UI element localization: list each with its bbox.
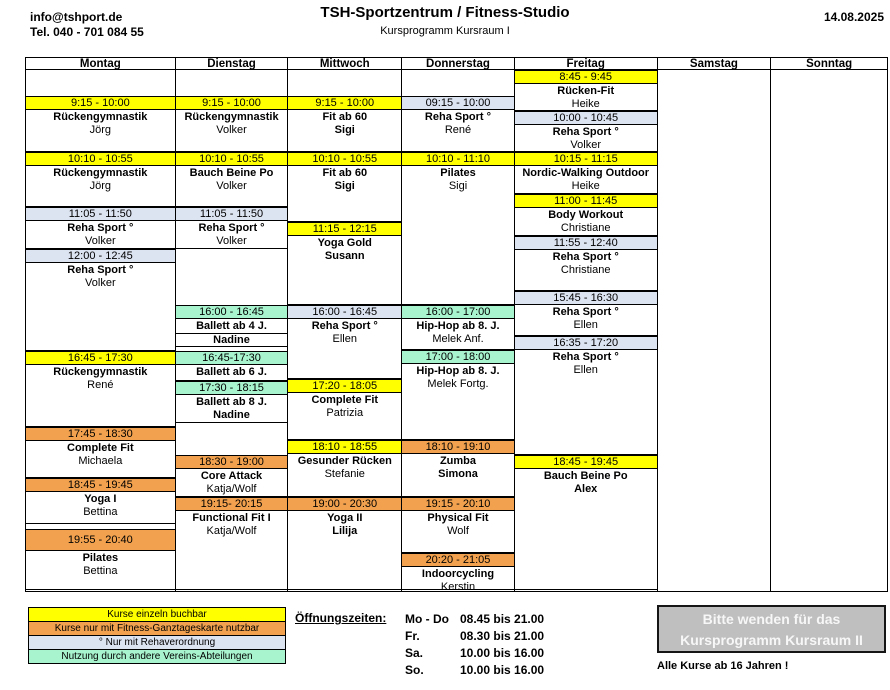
event-instructor: Stefanie bbox=[324, 468, 365, 480]
event-title: Reha Sport ° bbox=[67, 264, 134, 276]
contact-email: info@tshport.de bbox=[30, 10, 123, 24]
event-title: Yoga I bbox=[84, 493, 117, 505]
event-cell bbox=[401, 305, 515, 350]
event-cell bbox=[25, 478, 176, 524]
event-time: 10:10 - 10:55 bbox=[288, 153, 401, 166]
event-time: 18:45 - 19:45 bbox=[26, 479, 175, 492]
event-title: Ballett ab 4 J. bbox=[176, 320, 288, 334]
event-title: Physical Fit bbox=[427, 512, 489, 524]
event-cell bbox=[175, 455, 289, 497]
event-time: 17:20 - 18:05 bbox=[288, 380, 401, 393]
event-title: Reha Sport ° bbox=[67, 222, 134, 234]
event-instructor: Wolf bbox=[447, 525, 469, 537]
event-instructor: Volker bbox=[216, 235, 247, 247]
age-note: Alle Kurse ab 16 Jahren ! bbox=[657, 660, 789, 672]
event-cell bbox=[25, 207, 176, 249]
event-time: 11:05 - 11:50 bbox=[176, 208, 288, 221]
event-instructor: Volker bbox=[570, 139, 601, 151]
event-instructor: Katja/Wolf bbox=[206, 483, 257, 495]
day-body bbox=[771, 70, 887, 590]
event-title: Reha Sport ° bbox=[311, 320, 378, 332]
event-time: 19:15- 20:15 bbox=[176, 498, 288, 511]
legend-item: ° Nur mit Rehaverordnung bbox=[28, 635, 286, 650]
event-title: Hip-Hop ab 8. J. bbox=[416, 320, 500, 332]
event-cell bbox=[401, 96, 515, 152]
event-cell bbox=[25, 249, 176, 351]
contact-phone: Tel. 040 - 701 084 55 bbox=[30, 25, 144, 39]
event-cell bbox=[287, 222, 402, 305]
event-cell bbox=[287, 152, 402, 222]
event-time: 11:00 - 11:45 bbox=[515, 195, 657, 208]
event-time: 10:00 - 10:45 bbox=[515, 112, 657, 125]
color-legend bbox=[28, 608, 286, 664]
event-instructor: Bettina bbox=[83, 565, 118, 577]
event-title: Pilates bbox=[440, 167, 476, 179]
weekly-schedule-grid bbox=[25, 57, 888, 592]
day-column-dienstag bbox=[176, 58, 289, 591]
opening-hours-time: 10.00 bis 16.00 bbox=[460, 646, 545, 660]
event-time: 11:15 - 12:15 bbox=[288, 223, 401, 236]
legend-item: Nutzung durch andere Vereins-Abteilungen bbox=[28, 649, 286, 664]
day-body bbox=[288, 70, 401, 590]
legend-item: Kurse nur mit Fitness-Ganztageskarte nutzbar bbox=[28, 621, 286, 636]
page-title: TSH-Sportzentrum / Fitness-Studio bbox=[320, 4, 570, 21]
event-cell bbox=[287, 96, 402, 152]
event-title: Fit ab 60 bbox=[322, 167, 368, 179]
day-body bbox=[658, 70, 771, 590]
event-cell bbox=[175, 152, 289, 207]
event-cell bbox=[25, 427, 176, 478]
opening-hours-row bbox=[405, 662, 544, 679]
opening-hours-day: Fr. bbox=[405, 629, 420, 643]
event-time: 12:00 - 12:45 bbox=[26, 250, 175, 263]
event-time: 18:45 - 19:45 bbox=[515, 456, 657, 469]
event-title: Bauch Beine Po bbox=[543, 470, 628, 482]
event-instructor: Simona bbox=[438, 468, 478, 480]
event-title: Nordic-Walking Outdoor bbox=[522, 167, 650, 179]
event-title: Pilates bbox=[82, 552, 119, 564]
day-column-mittwoch bbox=[288, 58, 402, 591]
event-title: Indoorcycling bbox=[421, 568, 495, 580]
event-title: Reha Sport ° bbox=[552, 306, 619, 318]
event-title: Reha Sport ° bbox=[198, 222, 265, 234]
event-title: Rücken-Fit bbox=[557, 85, 615, 97]
event-cell bbox=[25, 152, 176, 207]
event-title: Reha Sport ° bbox=[552, 251, 619, 263]
day-column-freitag bbox=[515, 58, 658, 591]
event-title: Complete Fit bbox=[311, 394, 379, 406]
event-title: Yoga Gold bbox=[317, 237, 372, 249]
day-header: Mittwoch bbox=[288, 58, 401, 70]
event-title: Ballett ab 8 J. bbox=[196, 396, 267, 408]
event-title: Rückengymnastik bbox=[53, 111, 148, 123]
opening-hours-time: 08.30 bis 21.00 bbox=[460, 629, 545, 643]
event-cell bbox=[175, 381, 289, 423]
event-time: 11:55 - 12:40 bbox=[515, 237, 657, 250]
event-instructor: Volker bbox=[85, 277, 116, 289]
event-cell bbox=[514, 194, 658, 236]
event-time: 17:45 - 18:30 bbox=[26, 428, 175, 441]
legend-item: Kurse einzeln buchbar bbox=[28, 607, 286, 622]
event-time: 9:15 - 10:00 bbox=[176, 97, 288, 110]
page-subtitle: Kursprogramm Kursraum I bbox=[380, 25, 510, 37]
event-time: 8:45 - 9:45 bbox=[515, 71, 657, 84]
event-cell bbox=[175, 351, 289, 381]
event-instructor: Jörg bbox=[89, 180, 112, 192]
event-cell bbox=[514, 236, 658, 291]
opening-hours-row bbox=[405, 628, 544, 645]
day-header: Montag bbox=[26, 58, 175, 70]
opening-hours-row bbox=[405, 645, 544, 662]
event-title: Yoga II bbox=[327, 512, 363, 524]
event-instructor: Volker bbox=[216, 180, 247, 192]
event-title: Rückengymnastik bbox=[53, 167, 148, 179]
opening-hours-time: 10.00 bis 16.00 bbox=[460, 663, 545, 677]
opening-hours-day: Sa. bbox=[405, 646, 424, 660]
event-cell bbox=[25, 96, 176, 152]
day-body bbox=[402, 70, 514, 590]
event-instructor: Nadine bbox=[213, 334, 250, 346]
event-cell bbox=[514, 455, 658, 590]
event-time: 18:10 - 19:10 bbox=[402, 441, 514, 454]
event-time: 10:15 - 11:15 bbox=[515, 153, 657, 166]
event-title: Complete Fit bbox=[67, 442, 134, 454]
event-title: Reha Sport ° bbox=[424, 111, 492, 123]
event-instructor: Ellen bbox=[332, 333, 357, 345]
event-cell bbox=[175, 207, 289, 249]
event-title: Reha Sport ° bbox=[552, 351, 619, 363]
day-column-sonntag bbox=[771, 58, 887, 591]
event-time: 18:30 - 19:00 bbox=[176, 456, 288, 469]
event-instructor: René bbox=[444, 124, 472, 136]
turn-over-note bbox=[657, 605, 886, 653]
event-cell bbox=[401, 350, 515, 440]
event-title: Rückengymnastik bbox=[53, 366, 148, 378]
event-cell bbox=[514, 336, 658, 455]
event-cell bbox=[401, 497, 515, 553]
event-instructor: Katja/Wolf bbox=[206, 525, 257, 537]
turn-over-line1: Bitte wenden für das bbox=[702, 611, 841, 627]
event-time: 9:15 - 10:00 bbox=[26, 97, 175, 110]
event-cell bbox=[514, 70, 658, 111]
day-header: Samstag bbox=[658, 58, 771, 70]
day-header: Dienstag bbox=[176, 58, 288, 70]
event-instructor: Volker bbox=[216, 124, 247, 136]
event-time: 19:15 - 20:10 bbox=[402, 498, 514, 511]
event-instructor: Christiane bbox=[560, 264, 611, 276]
document-date: 14.08.2025 bbox=[823, 10, 884, 24]
opening-hours-time: 08.45 bis 21.00 bbox=[460, 612, 545, 626]
event-instructor: Patrizia bbox=[326, 407, 364, 419]
event-instructor: Sigi bbox=[334, 124, 355, 136]
event-instructor: Alex bbox=[574, 483, 598, 495]
event-time: 18:10 - 18:55 bbox=[288, 441, 401, 454]
event-instructor: Volker bbox=[85, 235, 116, 247]
event-cell bbox=[287, 305, 402, 379]
event-instructor: Sigi bbox=[334, 180, 355, 192]
event-cell bbox=[175, 497, 289, 590]
event-time: 11:05 - 11:50 bbox=[26, 208, 175, 221]
event-instructor: Heike bbox=[571, 180, 600, 192]
event-cell bbox=[287, 497, 402, 590]
event-cell bbox=[401, 152, 515, 305]
event-title: Core Attack bbox=[200, 470, 263, 482]
event-title: Gesunder Rücken bbox=[297, 455, 392, 467]
event-time: 20:20 - 21:05 bbox=[402, 554, 514, 567]
opening-hours-list bbox=[405, 611, 544, 679]
day-column-samstag bbox=[658, 58, 772, 591]
event-instructor: Sigi bbox=[448, 180, 468, 192]
day-header: Sonntag bbox=[771, 58, 887, 70]
event-time: 10:10 - 11:10 bbox=[402, 153, 514, 166]
day-body bbox=[26, 70, 175, 590]
event-instructor: Melek Fortg. bbox=[427, 378, 489, 390]
event-title: Hip-Hop ab 8. J. bbox=[416, 365, 500, 377]
turn-over-line2: Kursprogramm Kursraum II bbox=[680, 632, 863, 648]
event-cell bbox=[25, 351, 176, 427]
event-time: 16:00 - 16:45 bbox=[288, 306, 401, 319]
opening-hours-day: Mo - Do bbox=[405, 612, 449, 626]
opening-hours-row bbox=[405, 611, 544, 628]
event-time: 16:00 - 17:00 bbox=[402, 306, 514, 319]
event-time: 09:15 - 10:00 bbox=[402, 97, 514, 110]
event-time: 19:55 - 20:40 bbox=[26, 530, 175, 551]
event-time: 16:45-17:30 bbox=[176, 352, 288, 365]
event-title: Functional Fit I bbox=[192, 512, 271, 524]
event-instructor: Michaela bbox=[78, 455, 123, 467]
event-time: 16:35 - 17:20 bbox=[515, 337, 657, 350]
event-cell bbox=[514, 152, 658, 194]
event-time: 10:10 - 10:55 bbox=[176, 153, 288, 166]
day-header: Freitag bbox=[515, 58, 657, 70]
event-instructor: Ellen bbox=[573, 319, 598, 331]
day-body bbox=[176, 70, 288, 590]
event-cell bbox=[287, 379, 402, 440]
event-cell bbox=[514, 111, 658, 152]
event-time: 16:00 - 16:45 bbox=[176, 306, 288, 319]
event-instructor: Christiane bbox=[560, 222, 611, 234]
opening-hours-heading: Öffnungszeiten: bbox=[295, 611, 387, 625]
event-title: Reha Sport ° bbox=[552, 126, 619, 138]
event-cell bbox=[25, 529, 176, 590]
day-body bbox=[515, 70, 657, 590]
event-cell bbox=[287, 440, 402, 497]
event-instructor: Nadine bbox=[213, 409, 250, 421]
event-title: Bauch Beine Po bbox=[189, 167, 274, 179]
event-title: Ballett ab 6 J. bbox=[196, 366, 267, 378]
event-cell bbox=[401, 440, 515, 497]
event-instructor: Ellen bbox=[573, 364, 598, 376]
day-column-montag bbox=[26, 58, 176, 591]
event-instructor: Melek Anf. bbox=[432, 333, 484, 345]
event-time: 16:45 - 17:30 bbox=[26, 352, 175, 365]
event-time: 17:00 - 18:00 bbox=[402, 351, 514, 364]
event-title: Rückengymnastik bbox=[184, 111, 279, 123]
event-cell bbox=[175, 96, 289, 152]
event-instructor: Susann bbox=[324, 250, 365, 262]
event-instructor: Jörg bbox=[89, 124, 112, 136]
event-title: Fit ab 60 bbox=[322, 111, 368, 123]
day-header: Donnerstag bbox=[402, 58, 514, 70]
event-time: 9:15 - 10:00 bbox=[288, 97, 401, 110]
event-instructor: Kerstin bbox=[440, 581, 476, 590]
event-cell bbox=[175, 305, 289, 347]
opening-hours-day: So. bbox=[405, 663, 424, 677]
event-instructor: Heike bbox=[571, 98, 600, 110]
event-time: 15:45 - 16:30 bbox=[515, 292, 657, 305]
event-instructor: Lilija bbox=[332, 525, 358, 537]
day-column-donnerstag bbox=[402, 58, 515, 591]
event-instructor: Bettina bbox=[83, 506, 118, 518]
event-time: 10:10 - 10:55 bbox=[26, 153, 175, 166]
event-instructor: René bbox=[87, 379, 114, 391]
event-cell bbox=[401, 553, 515, 590]
event-title: Body Workout bbox=[548, 209, 624, 221]
event-time: 17:30 - 18:15 bbox=[176, 382, 288, 395]
event-cell bbox=[514, 291, 658, 336]
event-time: 19:00 - 20:30 bbox=[288, 498, 401, 511]
event-title: Zumba bbox=[439, 455, 477, 467]
